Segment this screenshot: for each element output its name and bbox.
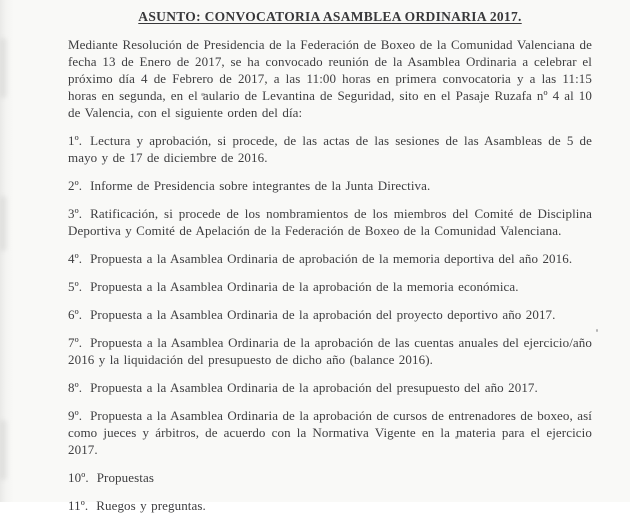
intro-paragraph: Mediante Resolución de Presidencia de la Federación de Boxeo de la Comunidad Valenciana de fecha 13 de Enero de 2017, se ha convocado reunión de la Asamblea Ordinaria a celebrar el próximo día 4 de Febrero de 2017, a las 11:00 horas en primera convocatoria y a las 11:15 horas en segunda, en el aulario de Levantina de Seguridad, sito en el Pasaje Ruzafa nº 4 al 10 de Valencia, con el siguiente orden del día: [68, 37, 592, 120]
agenda-item-9 [68, 407, 592, 458]
agenda-item-text: Propuesta a la Asamblea Ordinaria de la aprobación de las cuentas anuales del ejercicio/año 2016 y la liquidación del presupuesto de dicho año (balance 2016). [68, 335, 592, 367]
agenda-item-text: Ruegos y preguntas. [96, 498, 206, 513]
agenda-item-6 [68, 306, 592, 323]
document-body [68, 8, 592, 525]
agenda-item-4 [68, 250, 592, 267]
agenda-item-1 [68, 132, 592, 166]
scan-artifact [596, 329, 598, 332]
agenda-item-number: 6º. [68, 307, 83, 322]
agenda-item-text: Lectura y aprobación, si procede, de las actas de las sesiones de las Asambleas de 5 de mayo y de 17 de diciembre de 2016. [68, 133, 592, 165]
agenda-item-number: 7º. [68, 335, 83, 350]
agenda-item-text: Informe de Presidencia sobre integrantes de la Junta Directiva. [90, 178, 431, 193]
agenda-item-text: Propuesta a la Asamblea Ordinaria de aprobación de la memoria deportiva del año 2016. [90, 251, 573, 266]
scan-artifact [0, 196, 7, 251]
agenda-item-number: 11º. [68, 498, 89, 513]
agenda-item-number: 3º. [68, 206, 83, 221]
agenda-item-7 [68, 334, 592, 368]
agenda-item-text: Propuestas [96, 470, 155, 485]
agenda-item-number: 2º. [68, 178, 83, 193]
agenda-item-11 [68, 497, 592, 514]
agenda-item-text: Propuesta a la Asamblea Ordinaria de la aprobación del proyecto deportivo año 2017. [90, 307, 556, 322]
scan-artifact [0, 38, 7, 98]
agenda-item-10 [68, 469, 592, 486]
agenda-item-number: 5º. [68, 279, 83, 294]
document-title: ASUNTO: CONVOCATORIA ASAMBLEA ORDINARIA 2017. [138, 9, 522, 24]
agenda-item-text: Propuesta a la Asamblea Ordinaria de la aprobación de la memoria económica. [90, 279, 519, 294]
scan-artifact [0, 420, 7, 480]
agenda-item-text: Propuesta a la Asamblea Ordinaria de la aprobación del presupuesto del año 2017. [90, 380, 538, 395]
agenda-item-number: 9º. [68, 408, 83, 423]
agenda-item-number: 1º. [68, 133, 83, 148]
agenda-item-text: Ratificación, si procede de los nombramientos de los miembros del Comité de Disciplina Deportiva y Comité de Apelación de la Federación de Boxeo de la Comunidad Valenciana. [68, 206, 592, 238]
agenda-item-3 [68, 205, 592, 239]
agenda-item-8 [68, 379, 592, 396]
agenda-item-text: Propuesta a la Asamblea Ordinaria de la aprobación de cursos de entrenadores de boxeo, así como jueces y árbitros, de acuerdo con la Normativa Vigente en la materia para el ejercicio 2017. [68, 408, 592, 457]
agenda-item-number: 4º. [68, 251, 83, 266]
agenda-item-5 [68, 278, 592, 295]
agenda-item-number: 8º. [68, 380, 83, 395]
agenda-item-number: 10º. [68, 470, 89, 485]
agenda-item-2 [68, 177, 592, 194]
